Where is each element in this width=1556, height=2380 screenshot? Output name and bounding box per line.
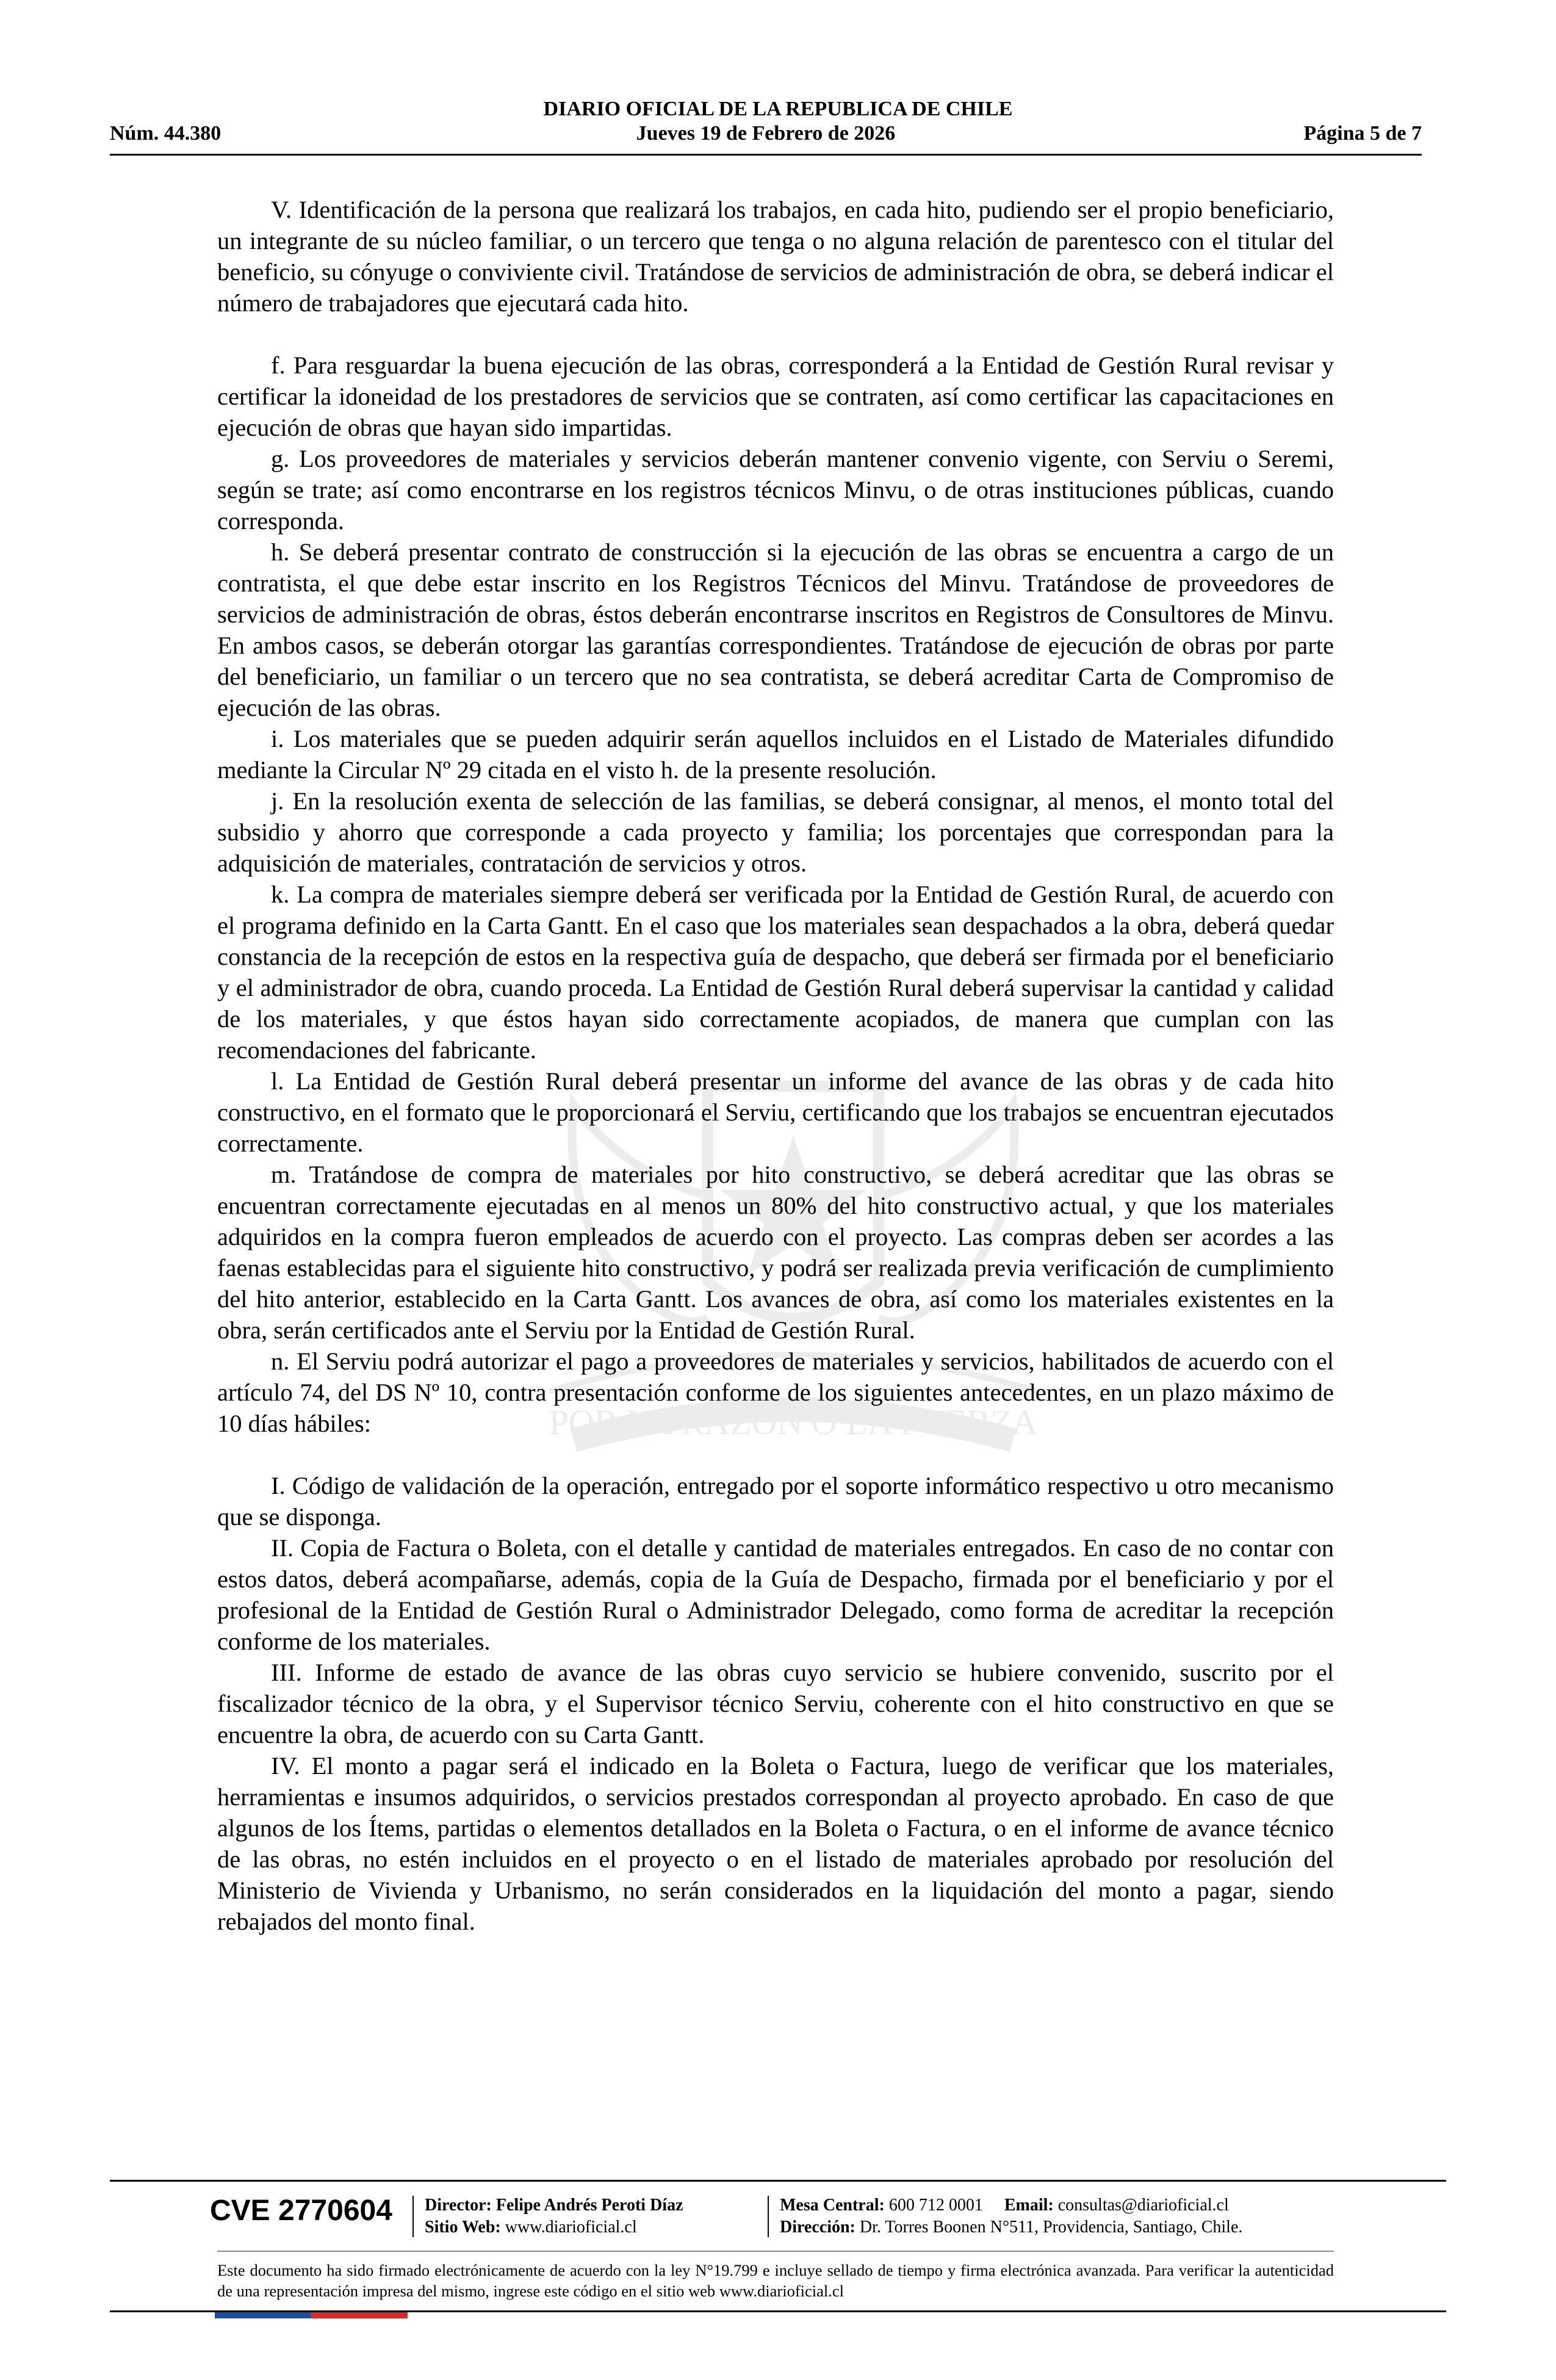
director-label: Director:: [425, 2196, 492, 2215]
paragraph-m: m. Tratándose de compra de materiales por hito constructivo, se deberá acreditar que las obras se encuentran correctamente ejecutadas en al menos un 80% del hito constructivo actual, y que los materiales adquiridos en la compra fueron empleados de acuerdo con el proyecto. Las compras deben ser acordes a las faenas establecidas para el siguiente hito constructivo, y podrá ser realizada previa verificación de cumplimiento del hito anterior, establecido en la Carta Gantt. Los avances de obra, así como los materiales existentes en la obra, serán certificados ante el Serviu por la Entidad de Gestión Rural.: [217, 1161, 1334, 1344]
item-ii: II. Copia de Factura o Boleta, con el detalle y cantidad de materiales entregados. En caso de no contar con estos datos, deberá acompañarse, además, copia de la Guía de Despacho, firmada por el beneficiario y por el profesional de la Entidad de Gestión Rural o Administrador Delegado, como forma de acreditar la recepción conforme de los materiales.: [217, 1534, 1334, 1655]
director-name: Felipe Andrés Peroti Díaz: [495, 2196, 683, 2215]
paragraph-v: V. Identificación de la persona que realizará los trabajos, en cada hito, pudiendo ser el propio beneficiario, un integrante de su núcleo familiar, o un tercero que tenga o no alguna relación de parentesco con el titular del beneficio, su cónyuge o conviviente civil. Tratándose de servicios de administración de obra, se deberá indicar el número de trabajadores que ejecutará cada hito.: [217, 196, 1334, 317]
issue-number: Núm. 44.380: [110, 122, 222, 145]
paragraph-g: g. Los proveedores de materiales y servicios deberán mantener convenio vigente, con Serviu o Seremi, según se trate; así como encontrarse en los registros técnicos Minvu, o de otras instituciones públicas, cuando corresponda.: [217, 445, 1334, 535]
newspaper-title: DIARIO OFICIAL DE LA REPUBLICA DE CHILE: [543, 98, 1013, 120]
footer-divider-top: [110, 2180, 1446, 2182]
item-iii: III. Informe de estado de avance de las obras cuyo servicio se hubiere convenido, suscrito por el fiscalizador técnico de la obra, y el Supervisor técnico Serviu, coherente con el hito constructivo en que se encuentre la obra, de acuerdo con su Carta Gantt.: [217, 1659, 1334, 1748]
footer-separator: [412, 2196, 414, 2237]
issue-date: Jueves 19 de Febrero de 2026: [636, 122, 896, 145]
paragraph-f: f. Para resguardar la buena ejecución de las obras, corresponderá a la Entidad de Gestión Rural revisar y certificar la idoneidad de los prestadores de servicios que se contraten, así como certificar las capacitaciones en ejecución de obras que hayan sido impartidas.: [217, 352, 1334, 441]
paragraph-h: h. Se deberá presentar contrato de construcción si la ejecución de las obras se encuentra a cargo de un contratista, el que debe estar inscrito en los Registros Técnicos del Minvu. Tratándose de proveedores de servicios de administración de obras, éstos deberán encontrarse inscritos en Registros de Consultores de Minvu. En ambos casos, se deberán otorgar las garantías correspondientes. Tratándose de ejecución de obras por parte del beneficiario, un familiar o un tercero que no sea contratista, se deberá acreditar Carta de Compromiso de ejecución de las obras.: [217, 538, 1334, 721]
paragraph-n: n. El Serviu podrá autorizar el pago a proveedores de materiales y servicios, habilitados de acuerdo con el artículo 74, del DS Nº 10, contra presentación conforme de los siguientes antecedentes, en un plazo máximo de 10 días hábiles:: [217, 1347, 1334, 1437]
flag-stripe-blue: [215, 2312, 311, 2318]
header-divider: [110, 154, 1422, 156]
address-label: Dirección:: [780, 2218, 855, 2237]
item-i: I. Código de validación de la operación, entregado por el soporte informático respectivo u otro mecanismo que se disponga.: [217, 1472, 1334, 1531]
mesa-phone: 600 712 0001: [888, 2196, 983, 2215]
header-row: [110, 122, 1422, 149]
paragraph-i: i. Los materiales que se pueden adquirir serán aquellos incluidos en el Listado de Materiales difundido mediante la Circular Nº 29 citada en el visto h. de la presente resolución.: [217, 725, 1334, 784]
page-number: Página 5 de 7: [1303, 122, 1422, 145]
footer-separator: [768, 2196, 769, 2237]
email-link[interactable]: consultas@diarioficial.cl: [1057, 2196, 1229, 2215]
flag-stripe-red: [311, 2312, 408, 2318]
paragraph-k: k. La compra de materiales siempre deberá ser verificada por la Entidad de Gestión Rural, de acuerdo con el programa definido en la Carta Gantt. En el caso que los materiales sean despachados a la obra, deberá quedar constancia de la recepción de estos en la respectiva guía de despacho, que deberá ser firmada por el beneficiario y el administrador de obra, cuando proceda. La Entidad de Gestión Rural deberá supervisar la cantidad y calidad de los materiales, y que éstos hayan sido correctamente acopiados, de manera que cumplan con las recomendaciones del fabricante.: [217, 881, 1334, 1064]
item-iv: IV. El monto a pagar será el indicado en la Boleta o Factura, luego de verificar que los materiales, herramientas e insumos adquiridos, o servicios prestados correspondan al proyecto aprobado. En caso de que algunos de los Ítems, partidas o elementos detallados en la Boleta o Factura, o en el informe de avance técnico de las obras, no estén incluidos en el proyecto o en el listado de materiales aprobado por resolución del Ministerio de Vivienda y Urbanismo, no serán considerados en la liquidación del monto a pagar, siendo rebajados del monto final.: [217, 1752, 1334, 1935]
legal-notice: Este documento ha sido firmado electrónicamente de acuerdo con la ley N°19.799 e incluye sellado de tiempo y firma electrónica avanzada. Para verificar la autenticidad de una representación impresa del mismo, ingrese este código en el sitio web www.diarioficial.cl: [217, 2261, 1334, 2300]
document-body: [217, 194, 1334, 1937]
paragraph-l: l. La Entidad de Gestión Rural deberá presentar un informe del avance de las obras y de cada hito constructivo, en el formato que le proporcionará el Serviu, certificando que los trabajos se encuentran ejecutados correctamente.: [217, 1067, 1334, 1157]
footer-director-block: [425, 2194, 683, 2238]
address-value: Dr. Torres Boonen N°511, Providencia, Santiago, Chile.: [859, 2218, 1243, 2237]
footer-divider-mid: [217, 2251, 1334, 2252]
site-label: Sitio Web:: [425, 2218, 501, 2237]
email-label: Email:: [1004, 2196, 1054, 2215]
cve-code: CVE 2770604: [210, 2194, 392, 2227]
site-link[interactable]: www.diarioficial.cl: [505, 2218, 637, 2237]
footer-contact-block: [780, 2194, 1242, 2238]
mesa-label: Mesa Central:: [780, 2196, 885, 2215]
watermark-motto: POR LA RAZON O LA FUERZA: [549, 1402, 1038, 1442]
paragraph-j: j. En la resolución exenta de selección de las familias, se deberá consignar, al menos, el monto total del subsidio y ahorro que corresponde a cada proyecto y familia; los porcentajes que correspondan para la adquisición de materiales, contratación de servicios y otros.: [217, 787, 1334, 877]
